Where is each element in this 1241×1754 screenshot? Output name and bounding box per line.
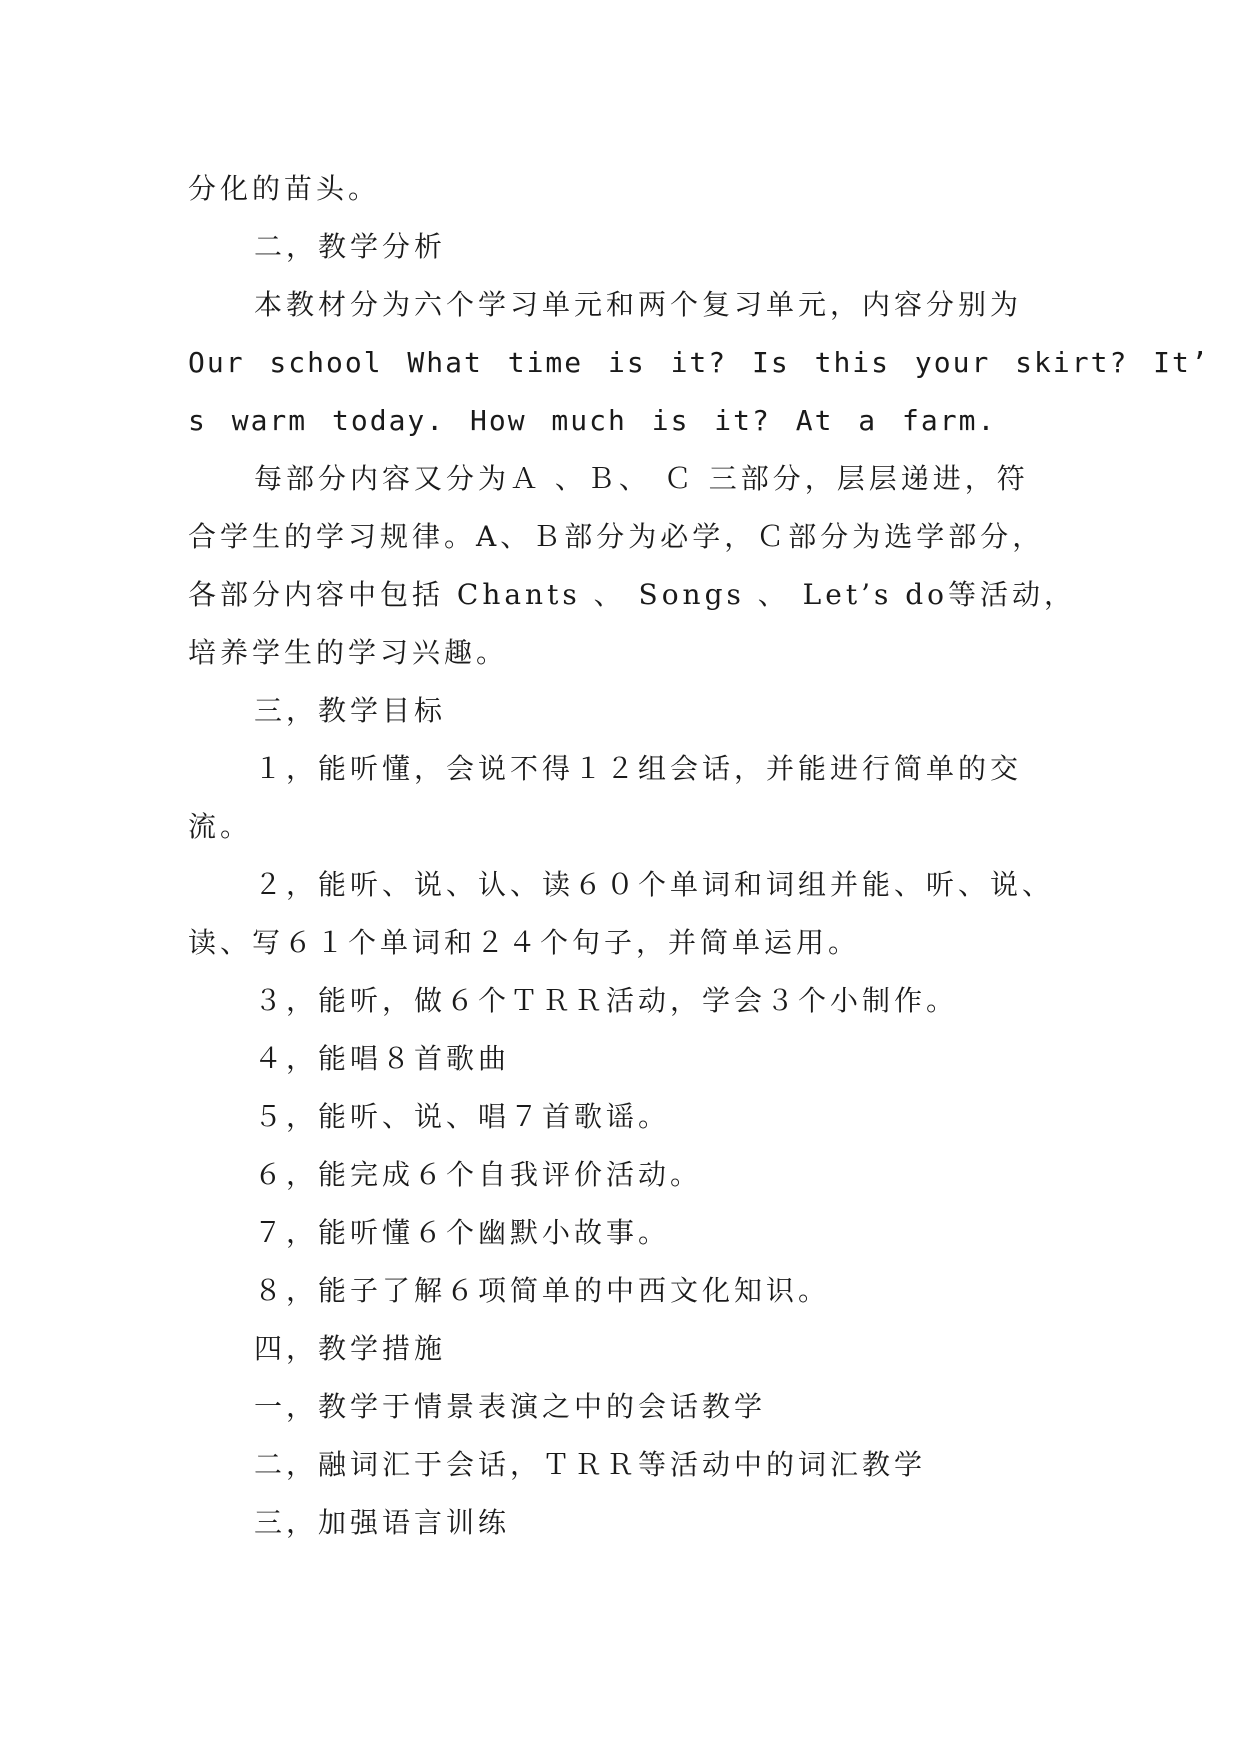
paragraph-line: 培养学生的学习兴趣。: [188, 636, 509, 669]
section-heading: 三，教学目标: [254, 694, 447, 727]
paragraph-line: 各部分内容中包括 Chants 、 Songs 、 Let’s do等活动，: [188, 578, 1077, 611]
list-item: ６，能完成６个自我评价活动。: [254, 1158, 703, 1191]
list-item: ４，能唱８首歌曲: [254, 1042, 511, 1075]
list-item-continuation: 流。: [188, 810, 253, 843]
list-item: ５，能听、说、唱７首歌谣。: [254, 1100, 671, 1133]
paragraph-line: 分化的苗头。: [188, 172, 381, 205]
list-item: ７，能听懂６个幽默小故事。: [254, 1216, 671, 1249]
section-heading: 四，教学措施: [254, 1332, 447, 1365]
document-body: [188, 160, 1210, 1552]
list-item: 二，融词汇于会话，ＴＲＲ等活动中的词汇教学: [254, 1448, 927, 1481]
list-item: １，能听懂，会说不得１２组会话，并能进行简单的交: [254, 752, 1023, 785]
list-item: 三，加强语言训练: [254, 1506, 511, 1539]
list-item: 一，教学于情景表演之中的会话教学: [254, 1390, 767, 1423]
paragraph-line: 合学生的学习规律。A、Ｂ部分为必学，Ｃ部分为选学部分，: [188, 520, 1045, 553]
list-item: ８，能子了解６项简单的中西文化知识。: [254, 1274, 831, 1307]
list-item: ２，能听、说、认、读６０个单词和词组并能、听、说、: [254, 868, 1055, 901]
list-item-continuation: 读、写６１个单词和２４个句子，并简单运用。: [188, 926, 861, 959]
paragraph-line: 本教材分为六个学习单元和两个复习单元，内容分别为: [254, 288, 1023, 321]
paragraph-line: Our school What time is it? Is this your skirt? It’: [188, 346, 1210, 379]
list-item: ３，能听，做６个ＴＲＲ活动，学会３个小制作。: [254, 984, 959, 1017]
paragraph-line: s warm today. How much is it? At a farm.: [188, 404, 997, 437]
section-heading: 二，教学分析: [254, 230, 447, 263]
paragraph-line: 每部分内容又分为Ａ 、Ｂ、 Ｃ 三部分，层层递进，符: [254, 462, 1029, 495]
